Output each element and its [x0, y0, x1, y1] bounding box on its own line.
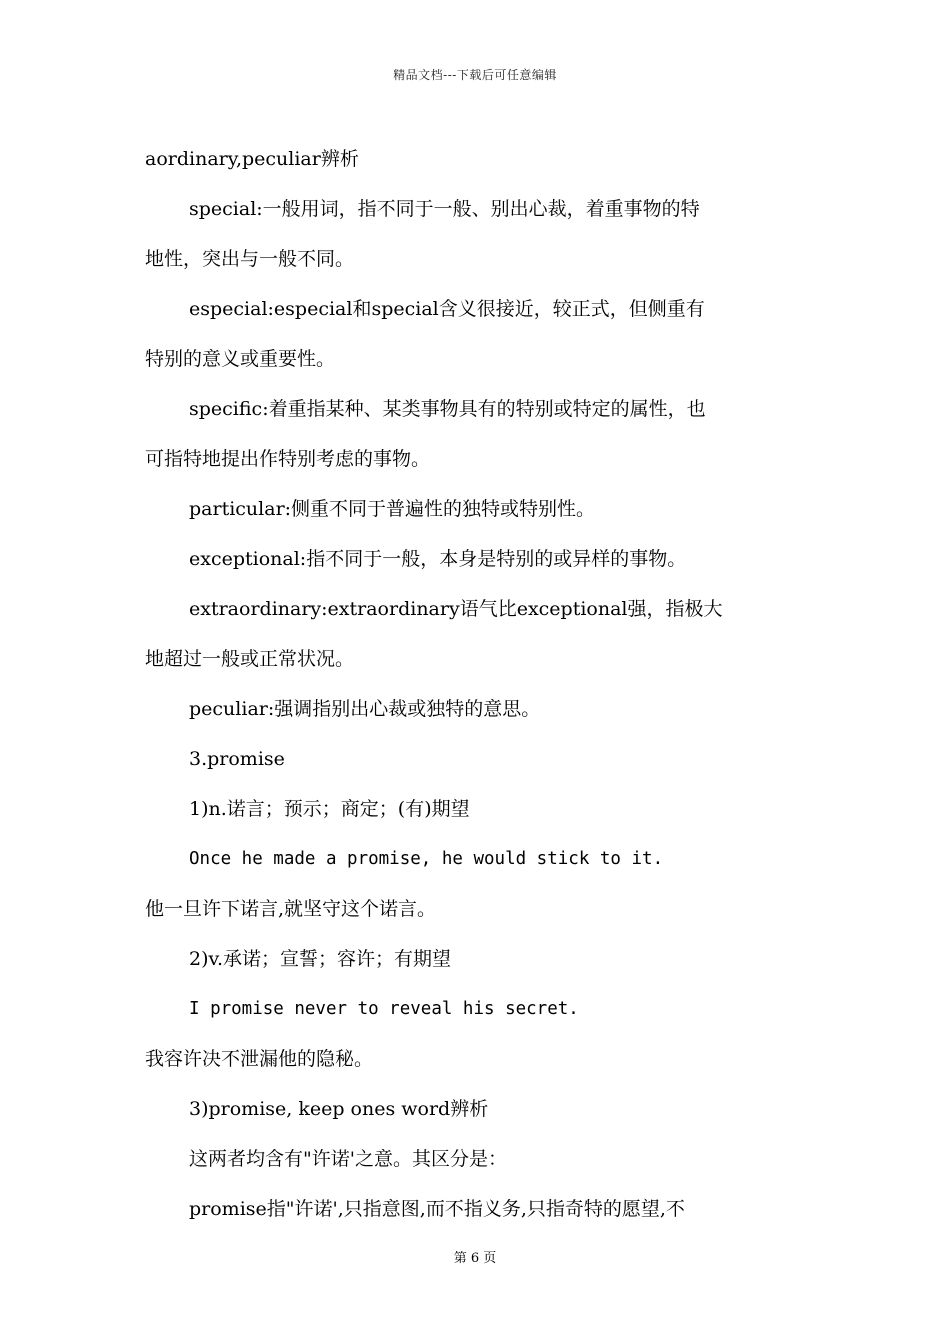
example-sentence: I promise never to reveal his secret.: [189, 999, 579, 1019]
text-line: promise指"许诺',只指意图,而不指义务,只指奇特的愿望,不: [189, 1198, 685, 1220]
text-line: 可指特地提出作特别考虑的事物。: [145, 448, 431, 470]
text-line: 这两者均含有"许诺'之意。其区分是：: [189, 1148, 507, 1170]
page-header: 精品文档---下载后可任意编辑: [393, 68, 557, 82]
text-line: extraordinary:extraordinary语气比exceptional强，指极大: [189, 598, 723, 620]
text-line: exceptional:指不同于一般，本身是特别的或异样的事物。: [189, 548, 687, 570]
text-line: aordinary,peculiar辨析: [145, 148, 359, 170]
text-line: peculiar:强调指别出心裁或独特的意思。: [189, 698, 541, 720]
translation-line: 他一旦许下诺言,就坚守这个诺言。: [145, 898, 437, 920]
text-line: 3.promise: [189, 748, 285, 770]
text-line: 地超过一般或正常状况。: [145, 648, 355, 670]
text-line: particular:侧重不同于普遍性的独特或特别性。: [189, 498, 596, 520]
document-body: [145, 134, 815, 1234]
text-line: 3)promise, keep ones word辨析: [189, 1098, 489, 1120]
text-line: especial:especial和special含义很接近，较正式，但侧重有: [189, 298, 705, 320]
text-line: 地性，突出与一般不同。: [145, 248, 355, 270]
example-sentence: Once he made a promise, he would stick to it.: [189, 849, 664, 869]
page-number: 第 6 页: [453, 1251, 497, 1266]
translation-line: 我容许决不泄漏他的隐秘。: [145, 1048, 374, 1070]
text-line: special:一般用词，指不同于一般、别出心裁，着重事物的特: [189, 198, 700, 220]
text-line: 2)v.承诺；宣誓；容许；有期望: [189, 948, 452, 970]
text-line: 1)n.诺言；预示；商定；(有)期望: [189, 798, 470, 820]
text-line: 特别的意义或重要性。: [145, 348, 336, 370]
text-line: specific:着重指某种、某类事物具有的特别或特定的属性，也: [189, 398, 706, 420]
